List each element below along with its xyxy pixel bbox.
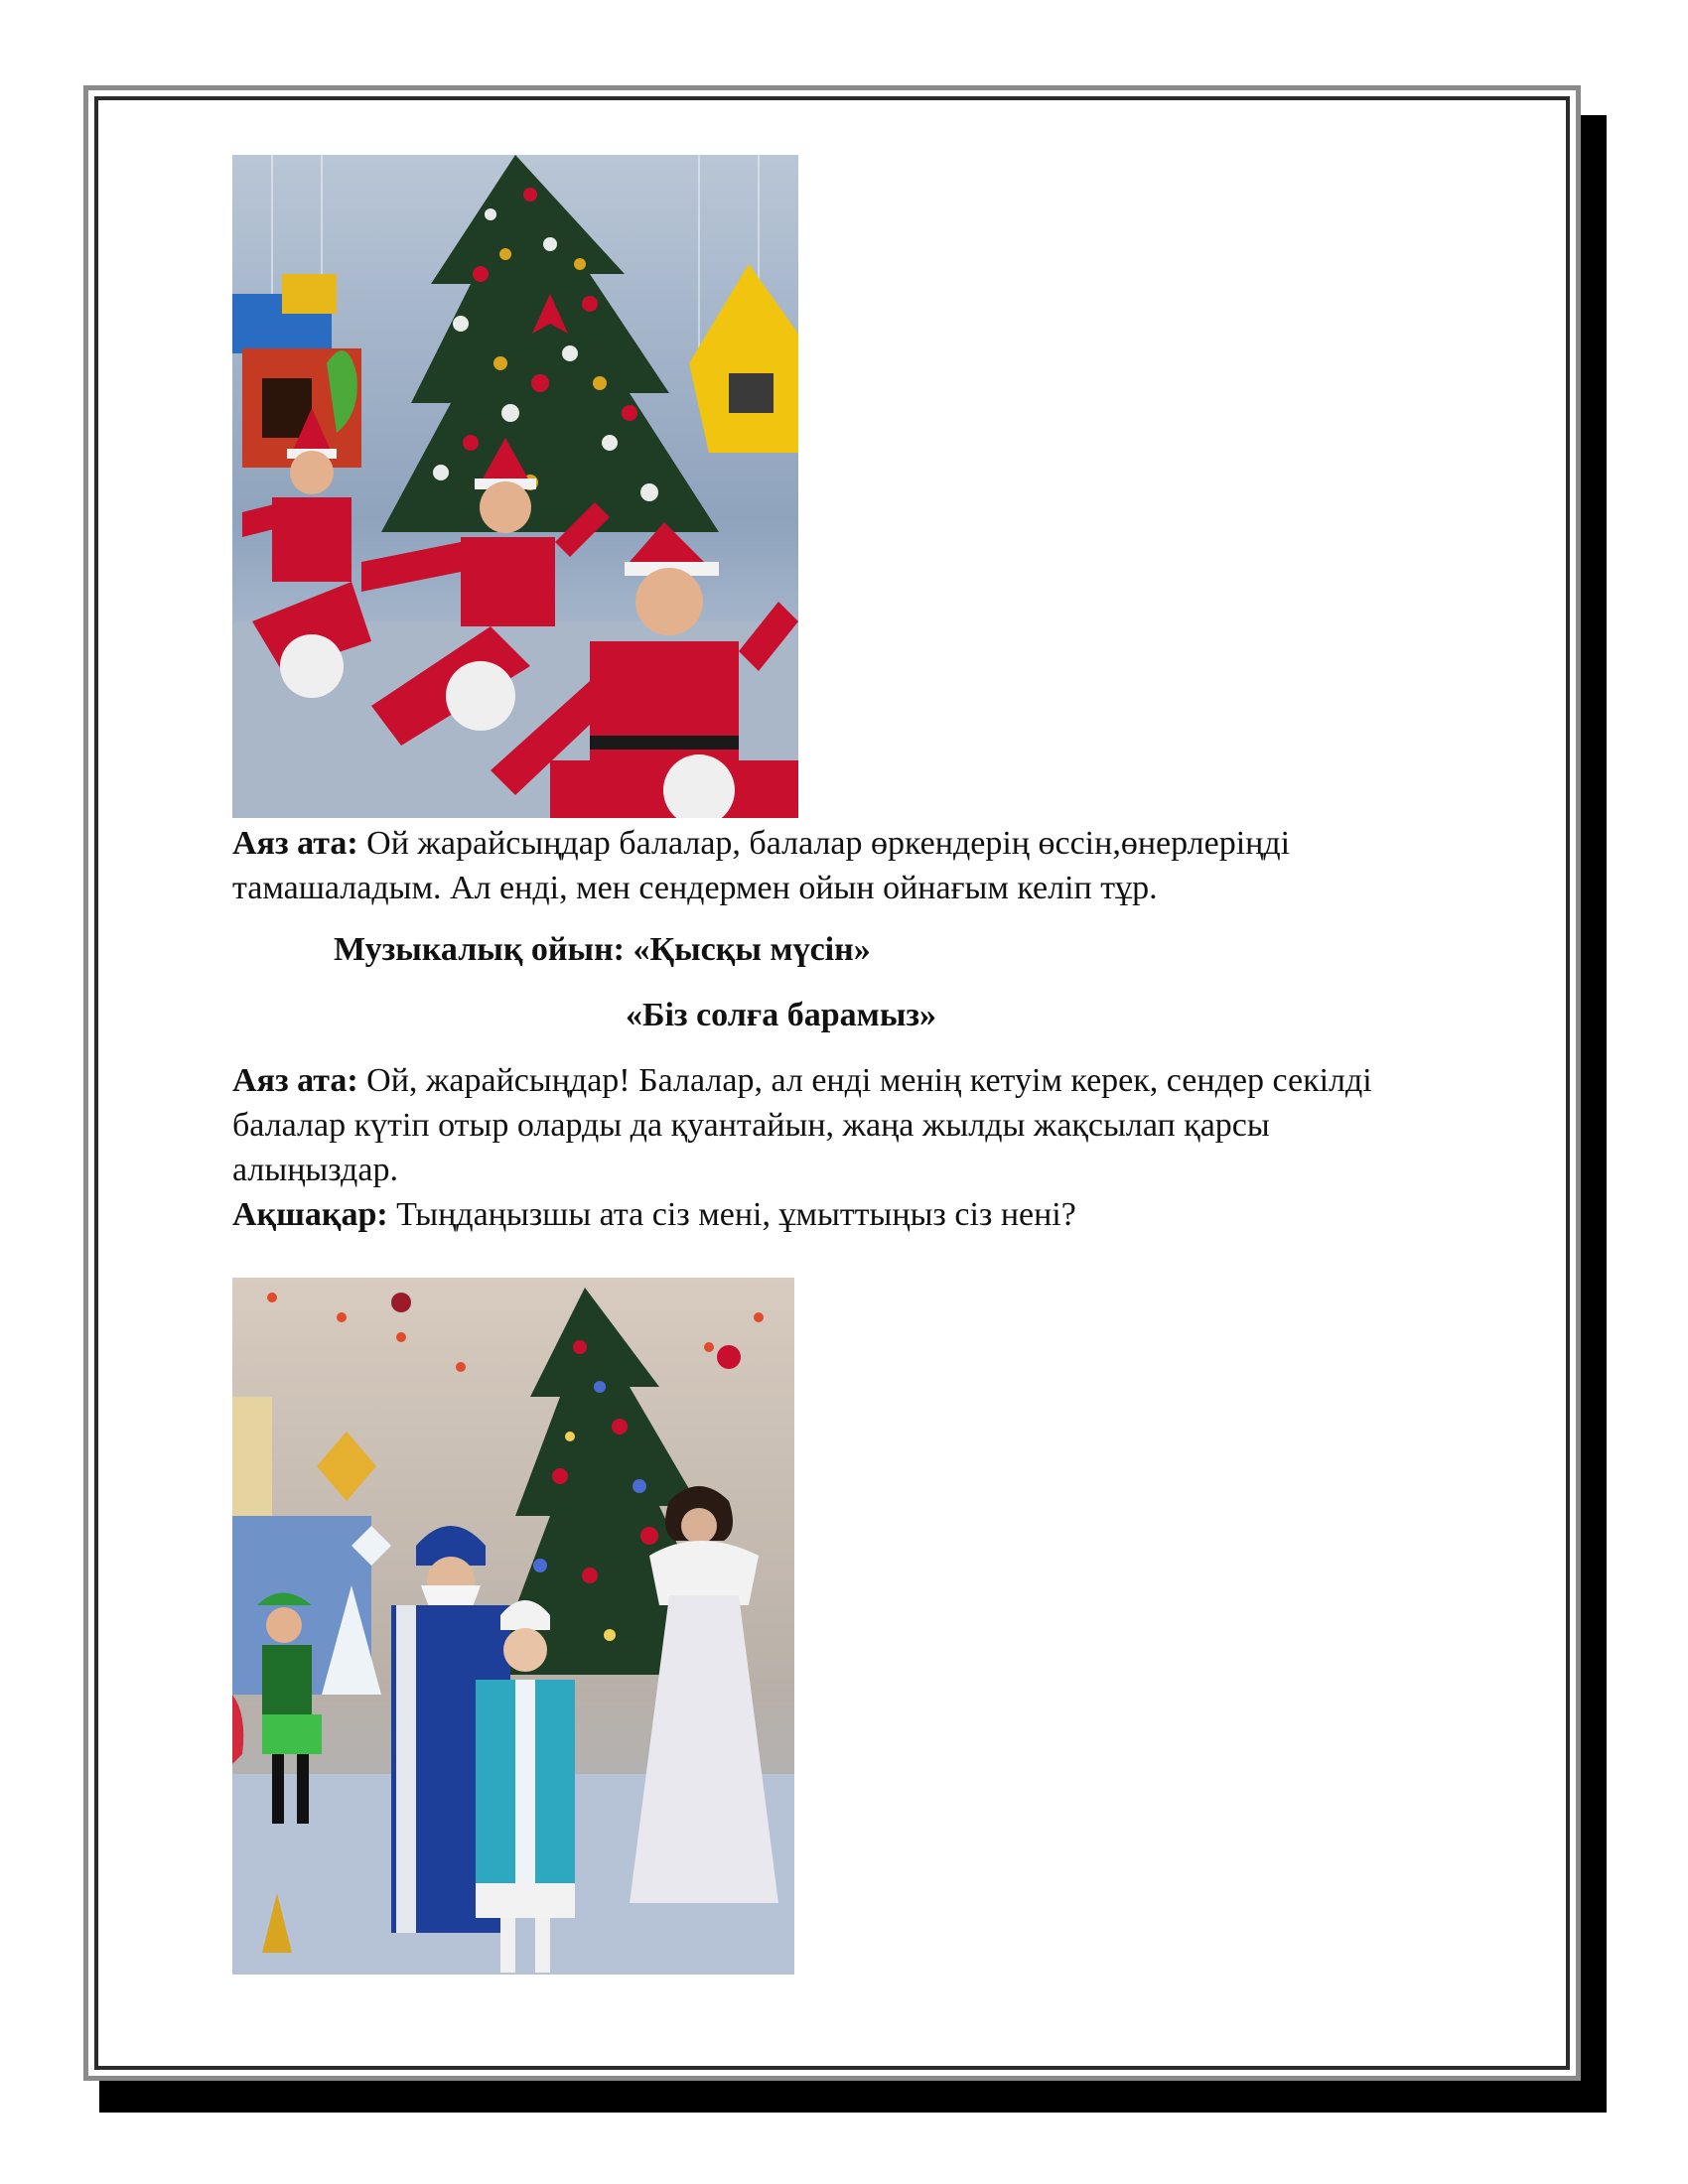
paragraph-text: Ой жарайсыңдар балалар, балалар өркендерің өссін,өнерлеріңді — [357, 825, 1291, 862]
speaker-label: Аяз ата: — [232, 825, 358, 862]
paragraph-text: балалар күтіп отыр оларды да қуантайын, жаңа жылды жақсылап қарсы — [232, 1107, 1270, 1144]
paragraph-ayaz-ata-2 — [232, 1058, 1553, 1237]
heading-subtitle: «Біз солға барамыз» — [626, 997, 937, 1033]
paragraph-ayaz-ata-1 — [232, 821, 1553, 910]
paragraph-text: Ой, жарайсыңдар! Балалар, ал енді менің кетуім керек, сендер секілді — [357, 1062, 1372, 1099]
paragraph-text: алыңыздар. — [232, 1152, 398, 1188]
paragraph-text: Тыңдаңызшы ата сіз мені, ұмыттыңыз сіз нені? — [387, 1196, 1076, 1233]
photo-ded-moroz-snegurochka — [232, 1278, 794, 1975]
heading-music-game: Музыкалық ойын: «Қысқы мүсін» — [334, 931, 871, 968]
speaker-label: Ақшақар: — [232, 1196, 388, 1233]
paragraph-text: тамашаладым. Ал енді, мен сендермен ойын ойнағым келіп тұр. — [232, 870, 1158, 906]
photo-children-santa-costumes — [232, 155, 798, 818]
speaker-label: Аяз ата: — [232, 1062, 358, 1099]
